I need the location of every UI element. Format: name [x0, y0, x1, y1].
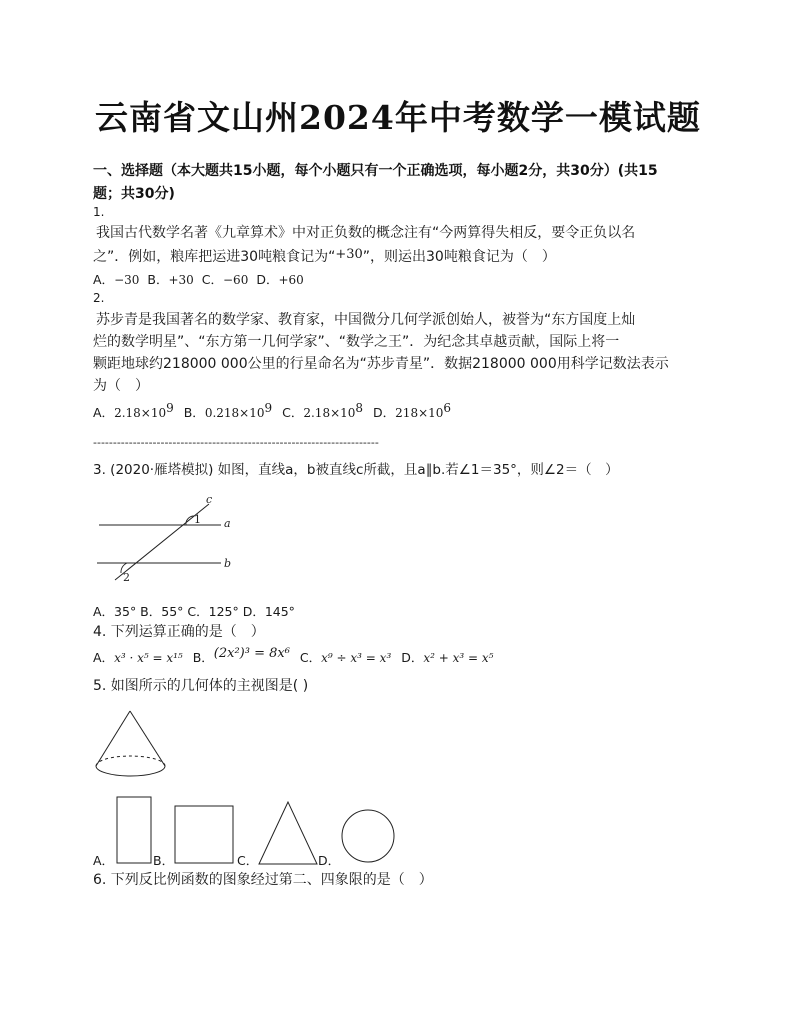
page-title: 云南省文山州2024年中考数学一模试题	[95, 98, 701, 137]
q4-option-b[interactable]: B．(2x²)³ = 8x⁶	[192, 646, 290, 665]
circle-shape[interactable]	[340, 808, 396, 864]
q1-option-c[interactable]: C．−60	[201, 272, 249, 287]
parallel-lines-figure	[93, 494, 243, 586]
q2-option-c[interactable]: C．$2.18\times 10^8$	[282, 401, 364, 421]
q4-text: 4. 下列运算正确的是（ ）	[93, 624, 265, 640]
q5-option-b-label[interactable]: B．	[153, 853, 175, 868]
square	[175, 806, 233, 863]
q1-options	[93, 270, 304, 288]
q2-option-b[interactable]: B．$0.218\times 10^9$	[183, 401, 273, 421]
tall-rectangle	[117, 797, 151, 863]
q3-options[interactable]: A．35° B．55° C．125° D．145°	[93, 604, 295, 619]
q2-option-a[interactable]: A．$2.18\times 10^9$	[93, 401, 174, 421]
q2-text-line3: 颗距地球约218000 000公里的行星命名为“苏步青星”．数据218000 000用科学记数法表示	[93, 356, 669, 372]
label-b: b	[224, 557, 232, 570]
q5-option-a-label[interactable]: A．	[93, 853, 115, 868]
label-c: c	[206, 493, 213, 506]
tall-rectangle-shape[interactable]	[116, 796, 154, 866]
q1-number: 1.	[93, 205, 105, 219]
square-shape[interactable]	[174, 805, 236, 865]
label-a: a	[224, 517, 231, 530]
cone-figure	[93, 708, 173, 788]
q5-option-d-label[interactable]: D．	[318, 853, 341, 868]
q4-option-d[interactable]: D．x² + x³ = x⁵	[401, 650, 494, 665]
cone-base-back	[96, 756, 165, 766]
q2-number: 2.	[93, 291, 105, 305]
circle	[342, 810, 394, 862]
dashed-divider: ------------------------------------------------------------------------	[93, 436, 379, 449]
q1-text-line2b: ”，则运出30吨粮食记为（ ）	[362, 249, 556, 265]
q4-option-c[interactable]: C．x⁹ ÷ x³ = x³	[299, 650, 392, 665]
q1-text-line1: 我国古代数学名著《九章算术》中对正负数的概念注有“今两算得失相反，要令正负以名	[96, 225, 636, 241]
triangle-shape[interactable]	[258, 800, 320, 866]
label-angle1: 1	[194, 513, 201, 526]
q2-text-line4: 为（ ）	[93, 378, 149, 394]
cone-base-front	[96, 766, 165, 776]
q4-options	[93, 648, 494, 666]
q3-text: 3. (2020·雁塔模拟) 如图，直线a，b被直线c所截，且a∥b.若∠1＝35°，则∠2＝（ ）	[93, 462, 619, 478]
q2-option-d[interactable]: D．$218\times 10^6$	[373, 401, 452, 421]
triangle	[259, 802, 317, 864]
q1-text-line2a: 之”．例如，粮库把运进30吨粮食记为“	[93, 249, 336, 265]
q1-math: +30	[335, 247, 363, 262]
q5-option-c-label[interactable]: C．	[237, 853, 259, 868]
q4-option-a[interactable]: A．x³ · x⁵ = x¹⁵	[93, 650, 183, 665]
q6-text: 6. 下列反比例函数的图象经过第二、四象限的是（ ）	[93, 872, 433, 888]
q1-option-a[interactable]: A．−30	[93, 272, 140, 287]
section-heading-line1: 一、选择题（本大题共15小题，每个小题只有一个正确选项，每小题2分，共30分）(共15	[93, 163, 658, 179]
q1-option-b[interactable]: B．+30	[147, 272, 194, 287]
q1-option-d[interactable]: D．+60	[256, 272, 304, 287]
q1-text-line2	[93, 246, 556, 266]
section-heading-line2: 题；共30分)	[93, 186, 175, 202]
q5-text: 5. 如图所示的几何体的主视图是( )	[93, 678, 309, 694]
q2-text-line1: 苏步青是我国著名的数学家、教育家，中国微分几何学派创始人，被誉为“东方国度上灿	[96, 312, 636, 328]
label-angle2: 2	[123, 571, 130, 584]
q2-options	[93, 401, 451, 421]
q2-text-line2: 烂的数学明星”、“东方第一几何学家”、“数学之王”．为纪念其卓越贡献，国际上将一	[93, 334, 620, 350]
